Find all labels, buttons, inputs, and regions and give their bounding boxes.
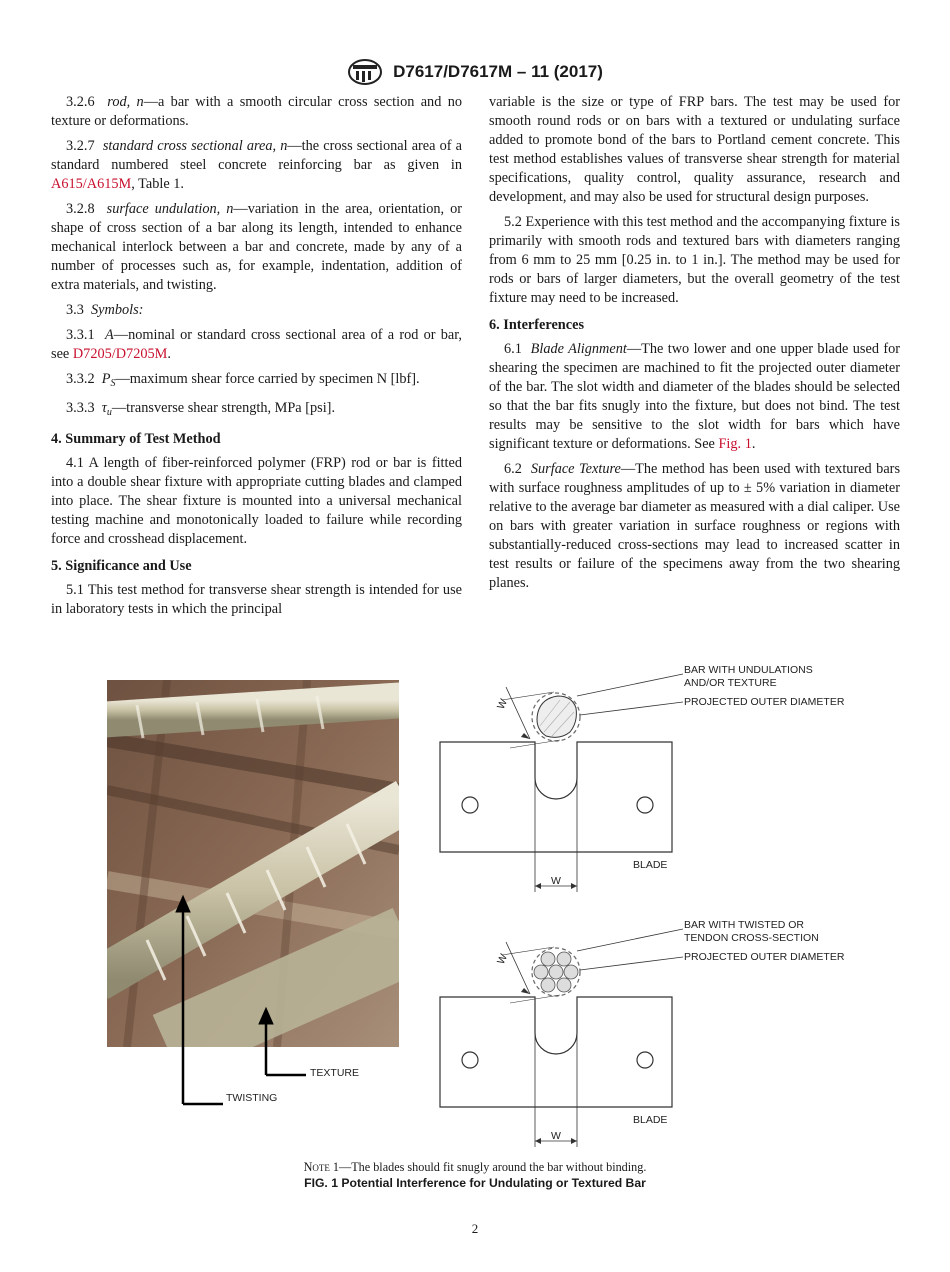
texture-arrow [259,1008,306,1075]
label-w-bottom: W [551,1130,561,1142]
para-3-3-1: 3.3.1 A—nominal or standard cross sectional area of a rod or bar, see D7205/D7205M. [51,327,462,362]
label-w-top-diag: W [494,697,511,712]
section-5-heading: 5. Significance and Use [51,558,192,574]
astm-logo-icon [347,58,383,86]
para-5-1-continued: variable is the size or type of FRP bars. The test may be used for smooth round rods or on bars with a textured or undulating surface added to promote bond of the bars to Portland cement concrete. This test method establishes values of transverse shear strength for material specifications, quality control, quality assurance, research and development, and may also be used for structural design purposes. [489,94,900,205]
section-6-heading: 6. Interferences [489,317,585,333]
figure-title: FIG. 1 Potential Interference for Undulating or Textured Bar [304,1176,646,1190]
label-projected-top: PROJECTED OUTER DIAMETER [684,696,845,708]
label-blade-bottom: BLADE [633,1114,668,1126]
link-a615[interactable]: A615/A615M [51,176,132,192]
page-header [0,58,950,86]
para-3-2-8: 3.2.8 surface undulation, n—variation in the area, orientation, or shape of cross section of a bar along its length, intended to enhance mechanical interlock between a bar and concrete, made by any of a number of processes such as, for example, indentation, addition of extra materials, and twisting. [51,201,462,293]
para-5-2: 5.2 Experience with this test method and the accompanying fixture is primarily with smooth rods and textured bars with diameters ranging from 6 mm to 25 mm [0.25 in. to 1 in.]. The method may be used for rods or bars of larger diameters, but the overall geometry of the test fixture may need to be increased. [489,214,900,306]
label-bar-twisted: BAR WITH TWISTED OR TENDON CROSS-SECTION [684,919,819,944]
figure-note: Note 1—The blades should fit snugly around the bar without binding. [303,1160,647,1174]
label-twisting: TWISTING [226,1092,278,1104]
figure-caption [0,1160,950,1190]
para-3-3-2: 3.3.2 $P_S—maximum$ shear force carried by specimen N [lbf]. [66,371,420,389]
section-4-heading: 4. Summary of Test Method [51,431,221,447]
para-4-1: 4.1 A length of fiber-reinforced polymer (FRP) rod or bar is fitted into a double shear fixture with appropriate cutting blades and clamped into place. The shear fixture is mounted into a universal mechanical testing machine and monotonically loaded to failure while recording force and crosshead displacement. [51,455,462,547]
para-3-2-7: 3.2.7 standard cross sectional area, n—the cross sectional area of a standard numbered steel concrete reinforcing bar as given in A615/A615M, Table 1. [51,138,463,192]
para-3-3: 3.3 Symbols: [66,302,144,318]
label-texture: TEXTURE [310,1067,360,1079]
label-blade-top: BLADE [633,859,668,871]
para-3-2-6: 3.2.6 rod, n—a bar with a smooth circular cross section and no texture or deformations. [51,94,462,129]
label-bar-undulations: BAR WITH UNDULATIONS AND/OR TEXTURE [684,664,813,689]
para-3-3-3: 3.3.3 $\tau_u—transverse$ shear strength, MPa [psi]. [66,400,336,418]
right-column [489,93,900,599]
para-6-2: 6.2 Surface Texture—The method has been used with textured bars with surface roughness amplitudes of up to ± 5% variation in diameter relative to the average bar diameter as measured with a dial caliper. Use on bars with greater variation in surface roughness or regions with substantially-reduced cross-sections may lead to increased scatter in test results or failure of the specimens away from the two shearing planes. [489,461,901,591]
document-designation: D7617/D7617M – 11 (2017) [393,62,603,81]
link-d7205[interactable]: D7205/D7205M [72,346,168,362]
blade-body-bottom [440,997,672,1107]
tendon-strands [534,952,578,992]
label-w-top: W [551,875,561,887]
para-5-1: 5.1 This test method for transverse shear strength is intended for use in laboratory tests in which the principal [51,582,462,617]
twisting-arrow [176,896,223,1104]
figure-1 [0,660,950,1180]
label-w-bottom-diag: W [494,952,511,967]
para-6-1: 6.1 Blade Alignment—The two lower and one upper blade used for shearing the specimen are machined to fit the projected outer diameter of the bar. The slot width and diameter of the blades should be selected so that the bar fits snugly into the fixture, but does not bind. The test results may be sensitive to the slot width for bars which have significant texture or deformations. See Fig. 1. [489,341,901,452]
blade-body-top [440,742,672,852]
left-column [51,93,462,625]
link-fig-1[interactable]: Fig. 1 [718,436,752,452]
label-projected-bottom: PROJECTED OUTER DIAMETER [684,951,845,963]
page-number: 2 [471,1221,479,1236]
